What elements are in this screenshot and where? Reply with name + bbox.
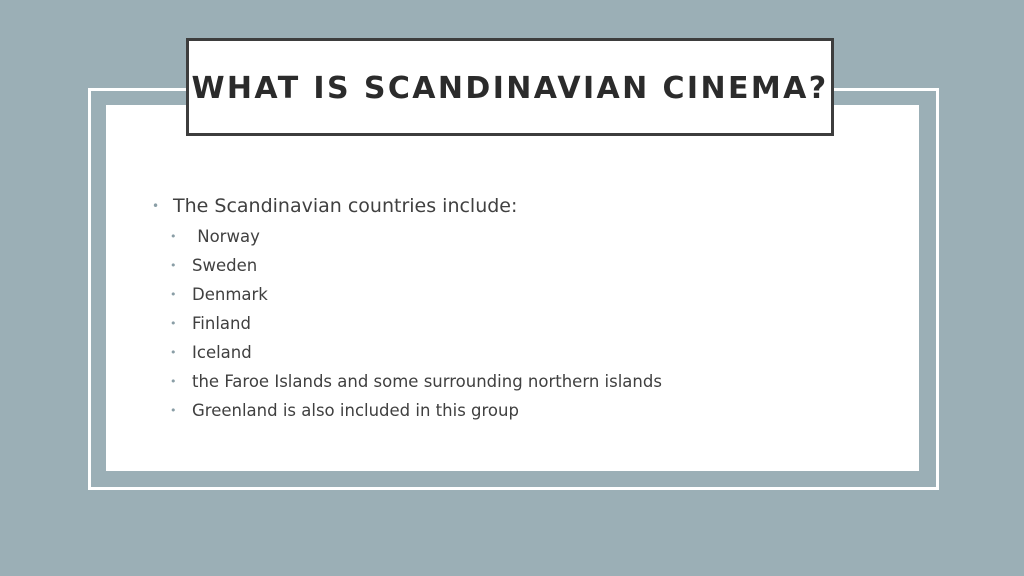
bullet-text: Greenland is also included in this group <box>192 401 519 420</box>
bullet-text: the Faroe Islands and some surrounding northern islands <box>192 372 662 391</box>
bullet-text: Denmark <box>192 285 268 304</box>
content-panel <box>106 105 919 471</box>
bullet-marker-icon: • <box>152 199 160 213</box>
bullet-marker-icon: • <box>170 404 177 417</box>
bullet-text: Norway <box>192 227 260 246</box>
bullet-text: The Scandinavian countries include: <box>173 195 518 217</box>
bullet-marker-icon: • <box>170 317 177 330</box>
bullet-marker-icon: • <box>170 375 177 388</box>
title-box <box>186 38 834 136</box>
bullet-marker-icon: • <box>170 288 177 301</box>
slide-title: WHAT IS SCANDINAVIAN CINEMA? <box>191 70 829 106</box>
bullet-text: Iceland <box>192 343 252 362</box>
bullet-marker-icon: • <box>170 259 177 272</box>
bullet-text: Sweden <box>192 256 258 275</box>
bullet-text: Finland <box>192 314 251 333</box>
bullet-marker-icon: • <box>170 230 177 243</box>
bullet-marker-icon: • <box>170 346 177 359</box>
